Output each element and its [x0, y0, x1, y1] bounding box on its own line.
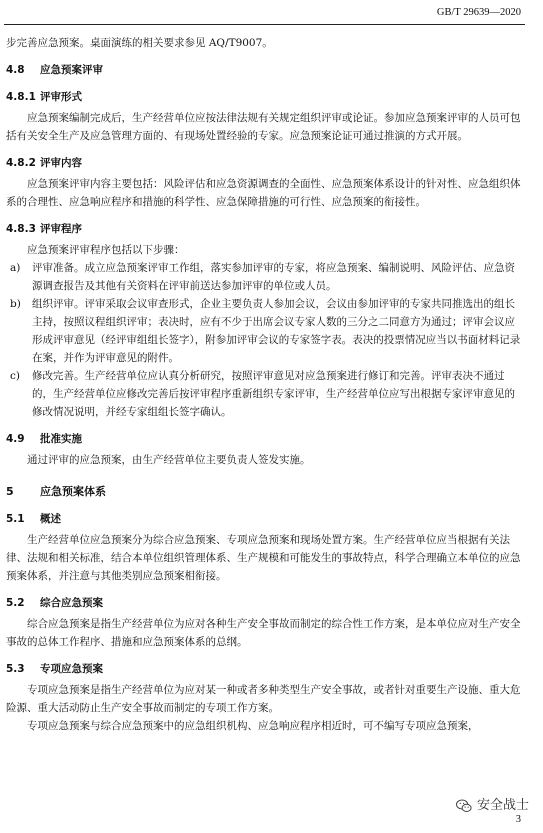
section-heading: [6, 220, 525, 238]
paragraph: 应急预案编制完成后，生产经营单位应按法律法规有关规定组织评审或论证。参加应急预案评审的人员可包括有关安全生产及应急管理方面的、有现场处置经验的专家。应急预案论证可通过推演的方式开展。: [6, 112, 521, 142]
section-number: 5.2: [6, 597, 25, 609]
section-number: 4.8.3: [6, 223, 36, 235]
section-number: 4.8.1: [6, 91, 36, 103]
paragraph: 生产经营单位应急预案分为综合应急预案、专项应急预案和现场处置方案。生产经营单位应当根据有关法律、法规和相关标准，结合本单位组织管理体系、生产规模和可能发生的事故特点，科学合理确立本单位的应急预案体系，并注意与其他类别应急预案相衔接。: [6, 534, 521, 582]
paragraph: 通过评审的应急预案，由生产经营单位主要负责人签发实施。: [27, 454, 311, 466]
document-body: [6, 34, 525, 735]
list-item: [6, 259, 525, 295]
section-heading: [6, 594, 525, 612]
section-title: 概述: [40, 513, 61, 525]
section-title: 批准实施: [40, 433, 82, 445]
section-number: 5.1: [6, 513, 25, 525]
intro-paragraph: 步完善应急预案。桌面演练的相关要求参见 AQ/T9007。: [6, 37, 273, 49]
paragraph: 应急预案评审内容主要包括：风险评估和应急资源调查的全面性、应急预案体系设计的针对性、应急组织体系的合理性、应急响应程序和措施的科学性、应急保障措施的可行性、应急预案的衔接性。: [6, 178, 521, 208]
section-title: 评审程序: [40, 223, 82, 235]
section-heading: [6, 430, 525, 448]
section-title: 综合应急预案: [40, 597, 103, 609]
wechat-icon: [455, 797, 473, 815]
section-number: 5.3: [6, 663, 25, 675]
paragraph: 专项应急预案是指生产经营单位为应对某一种或者多种类型生产安全事故，或者针对重要生产设施、重大危险源、重大活动防止生产安全事故而制定的专项工作方案。: [6, 684, 521, 714]
section-heading: [6, 510, 525, 528]
document-code: GB/T 29639—2020: [436, 7, 521, 18]
list-item-text: 组织评审。评审采取会议审查形式，企业主要负责人参加会议，会议由参加评审的专家共同推选出的组长主持，按照议程组织评审；表决时，应有不少于出席会议专家人数的三分之二同意方为通过；评审会议应形成评审意见（经评审组组长签字），附参加评审会议的专家签字表。表决的投票情况应当以书面材料记录在案，并作为评审意见的附件。: [32, 298, 521, 364]
list-item: [6, 295, 525, 367]
paragraph: 综合应急预案是指生产经营单位为应对各种生产安全事故而制定的综合性工作方案，是本单位应对生产安全事故的总体工作程序、措施和应急预案体系的总纲。: [6, 618, 521, 648]
list-item-label: c): [10, 370, 20, 382]
section-heading: [6, 660, 525, 678]
section-heading: [6, 154, 525, 172]
paragraph: 专项应急预案与综合应急预案中的应急组织机构、应急响应程序相近时，可不编写专项应急预案，: [27, 720, 479, 732]
section-heading: [6, 61, 525, 79]
paragraph: 应急预案评审程序包括以下步骤：: [27, 244, 185, 256]
header-rule: [4, 24, 525, 25]
list-item-text: 评审准备。成立应急预案评审工作组，落实参加评审的专家，将应急预案、编制说明、风险评估、应急资源调查报告及其他有关资料在评审前送达参加评审的单位或人员。: [32, 262, 515, 292]
section-number: 4.8.2: [6, 157, 36, 169]
section-title: 专项应急预案: [40, 663, 103, 675]
section-heading: [6, 88, 525, 106]
chapter-heading: [6, 483, 525, 501]
section-title: 应急预案评审: [40, 64, 103, 76]
section-number: 4.9: [6, 433, 25, 445]
section-title: 评审形式: [40, 91, 82, 103]
list-item-text: 修改完善。生产经营单位应认真分析研究，按照评审意见对应急预案进行修订和完善。评审表决不通过的，生产经营单位应修改完善后按评审程序重新组织专家评审，生产经营单位应写出根据专家评审意见的修改情况说明，并经专家组组长签字确认。: [32, 370, 515, 418]
section-number: 4.8: [6, 64, 25, 76]
list-item-label: a): [10, 262, 21, 274]
watermark-text: 安全战士: [476, 798, 529, 813]
section-title: 评审内容: [40, 157, 82, 169]
chapter-number: 5: [6, 485, 14, 498]
list-item: [6, 367, 525, 421]
list-item-label: b): [10, 298, 21, 310]
chapter-title: 应急预案体系: [40, 485, 106, 498]
page-number: 3: [515, 814, 521, 825]
